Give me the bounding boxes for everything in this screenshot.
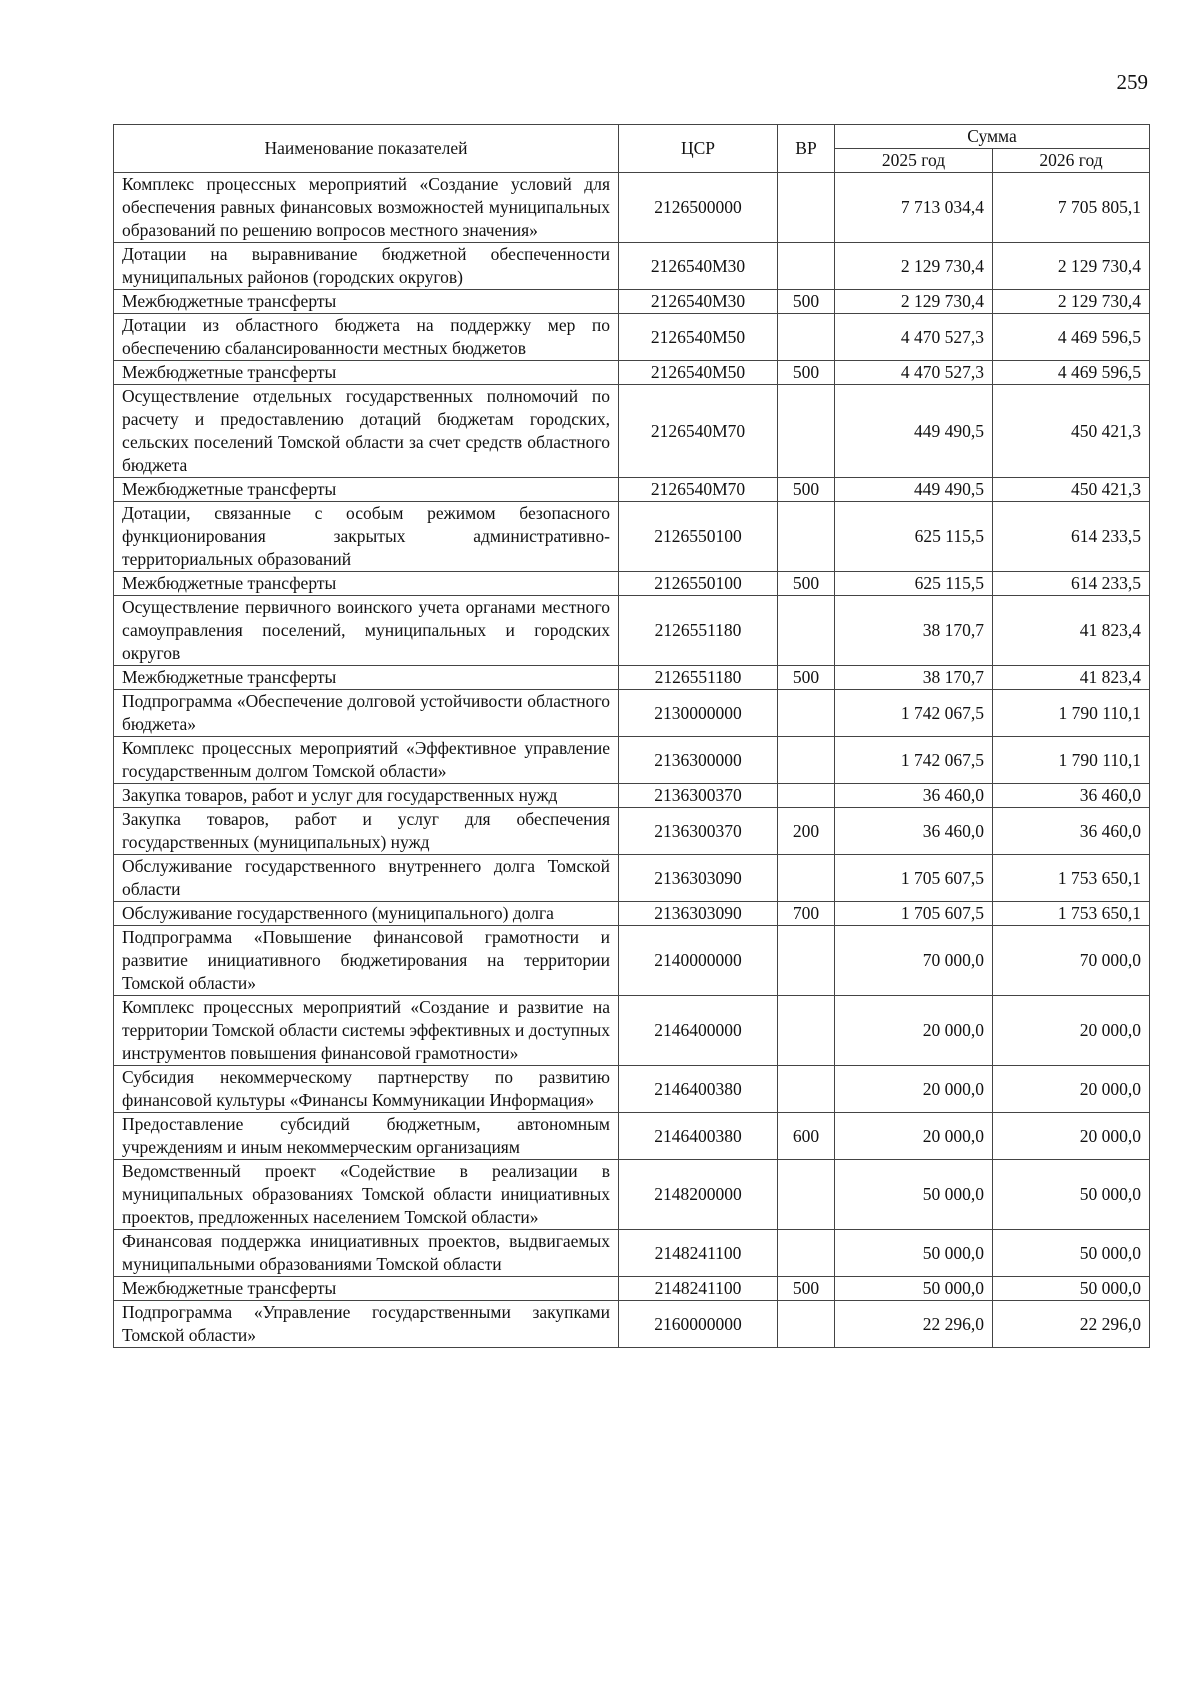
cell-2025: 38 170,7: [835, 596, 993, 666]
cell-name: Обслуживание государственного (муниципального) долга: [114, 902, 619, 926]
table-body: [114, 173, 1150, 1348]
cell-name: Межбюджетные трансферты: [114, 478, 619, 502]
cell-2026: 4 469 596,5: [993, 361, 1150, 385]
cell-2025: 36 460,0: [835, 808, 993, 855]
table-row: [114, 808, 1150, 855]
cell-2026: 614 233,5: [993, 502, 1150, 572]
cell-2026: 1 790 110,1: [993, 737, 1150, 784]
cell-vr: [778, 243, 835, 290]
cell-name: Межбюджетные трансферты: [114, 666, 619, 690]
cell-vr: [778, 996, 835, 1066]
cell-vr: [778, 385, 835, 478]
table-row: [114, 314, 1150, 361]
cell-name: Подпрограмма «Управление государственными закупками Томской области»: [114, 1301, 619, 1348]
cell-name: Обслуживание государственного внутреннего долга Томской области: [114, 855, 619, 902]
cell-2026: 41 823,4: [993, 666, 1150, 690]
cell-2026: 20 000,0: [993, 996, 1150, 1066]
cell-csr: 2146400380: [619, 1066, 778, 1113]
cell-name: Дотации на выравнивание бюджетной обеспеченности муниципальных районов (городских округов): [114, 243, 619, 290]
cell-csr: 2136300000: [619, 737, 778, 784]
cell-name: Дотации из областного бюджета на поддержку мер по обеспечению сбалансированности местных бюджетов: [114, 314, 619, 361]
header-name: Наименование показателей: [114, 125, 619, 173]
table-row: [114, 1160, 1150, 1230]
cell-csr: 2126551180: [619, 666, 778, 690]
cell-name: Финансовая поддержка инициативных проектов, выдвигаемых муниципальными образованиями Томской области: [114, 1230, 619, 1277]
header-vr: ВР: [778, 125, 835, 173]
table-row: [114, 1301, 1150, 1348]
cell-vr: 500: [778, 361, 835, 385]
cell-2025: 20 000,0: [835, 996, 993, 1066]
cell-csr: 2126540М50: [619, 361, 778, 385]
cell-name: Межбюджетные трансферты: [114, 1277, 619, 1301]
cell-2026: 1 753 650,1: [993, 855, 1150, 902]
table-row: [114, 902, 1150, 926]
table-row: [114, 1230, 1150, 1277]
cell-2026: 36 460,0: [993, 784, 1150, 808]
cell-csr: 2130000000: [619, 690, 778, 737]
table-row: [114, 572, 1150, 596]
cell-2025: 449 490,5: [835, 385, 993, 478]
table-row: [114, 290, 1150, 314]
cell-csr: 2126550100: [619, 572, 778, 596]
cell-2025: 449 490,5: [835, 478, 993, 502]
cell-csr: 2126540М30: [619, 290, 778, 314]
cell-vr: [778, 690, 835, 737]
budget-table: [113, 124, 1150, 1348]
cell-2025: 2 129 730,4: [835, 290, 993, 314]
cell-csr: 2126540М70: [619, 478, 778, 502]
cell-name: Закупка товаров, работ и услуг для обеспечения государственных (муниципальных) нужд: [114, 808, 619, 855]
header-year-2026: 2026 год: [993, 149, 1150, 173]
cell-2025: 36 460,0: [835, 784, 993, 808]
cell-csr: 2136303090: [619, 855, 778, 902]
table-row: [114, 737, 1150, 784]
page-number: 259: [1116, 70, 1148, 94]
cell-csr: 2140000000: [619, 926, 778, 996]
cell-2026: 614 233,5: [993, 572, 1150, 596]
cell-vr: [778, 737, 835, 784]
cell-vr: [778, 855, 835, 902]
table-row: [114, 385, 1150, 478]
cell-csr: 2136300370: [619, 784, 778, 808]
cell-2025: 20 000,0: [835, 1066, 993, 1113]
cell-2026: 50 000,0: [993, 1160, 1150, 1230]
cell-2025: 20 000,0: [835, 1113, 993, 1160]
cell-2025: 1 742 067,5: [835, 690, 993, 737]
cell-2026: 1 753 650,1: [993, 902, 1150, 926]
cell-vr: 700: [778, 902, 835, 926]
table-row: [114, 1113, 1150, 1160]
cell-2025: 625 115,5: [835, 502, 993, 572]
cell-name: Комплекс процессных мероприятий «Создание условий для обеспечения равных финансовых возможностей муниципальных образований по решению вопросов местного значения»: [114, 173, 619, 243]
cell-name: Ведомственный проект «Содействие в реализации в муниципальных образованиях Томской области инициативных проектов, предложенных населением Томской области»: [114, 1160, 619, 1230]
cell-vr: [778, 596, 835, 666]
table-row: [114, 666, 1150, 690]
cell-name: Субсидия некоммерческому партнерству по развитию финансовой культуры «Финансы Коммуникации Информация»: [114, 1066, 619, 1113]
table-row: [114, 1277, 1150, 1301]
cell-name: Осуществление отдельных государственных полномочий по расчету и предоставлению дотаций бюджетам городских, сельских поселений Томской области за счет средств областного бюджета: [114, 385, 619, 478]
cell-name: Подпрограмма «Повышение финансовой грамотности и развитие инициативного бюджетирования на территории Томской области»: [114, 926, 619, 996]
cell-csr: 2126540М50: [619, 314, 778, 361]
cell-2026: 2 129 730,4: [993, 290, 1150, 314]
cell-name: Межбюджетные трансферты: [114, 361, 619, 385]
cell-vr: 200: [778, 808, 835, 855]
cell-2025: 625 115,5: [835, 572, 993, 596]
cell-vr: 500: [778, 478, 835, 502]
cell-2026: 70 000,0: [993, 926, 1150, 996]
cell-vr: [778, 173, 835, 243]
cell-name: Предоставление субсидий бюджетным, автономным учреждениям и иным некоммерческим организациям: [114, 1113, 619, 1160]
cell-csr: 2148241100: [619, 1277, 778, 1301]
table-row: [114, 926, 1150, 996]
cell-2025: 7 713 034,4: [835, 173, 993, 243]
header-csr: ЦСР: [619, 125, 778, 173]
cell-csr: 2126540М30: [619, 243, 778, 290]
cell-2025: 4 470 527,3: [835, 314, 993, 361]
cell-csr: 2160000000: [619, 1301, 778, 1348]
cell-csr: 2126500000: [619, 173, 778, 243]
table-row: [114, 784, 1150, 808]
cell-vr: [778, 502, 835, 572]
cell-2025: 1 742 067,5: [835, 737, 993, 784]
table-row: [114, 596, 1150, 666]
cell-2026: 4 469 596,5: [993, 314, 1150, 361]
cell-2025: 50 000,0: [835, 1277, 993, 1301]
cell-vr: [778, 784, 835, 808]
table-row: [114, 478, 1150, 502]
table-row: [114, 173, 1150, 243]
cell-csr: 2148241100: [619, 1230, 778, 1277]
cell-name: Дотации, связанные с особым режимом безопасного функционирования закрытых административно-территориальных образований: [114, 502, 619, 572]
cell-2025: 2 129 730,4: [835, 243, 993, 290]
cell-2026: 1 790 110,1: [993, 690, 1150, 737]
cell-2026: 450 421,3: [993, 385, 1150, 478]
cell-vr: [778, 1160, 835, 1230]
table-row: [114, 1066, 1150, 1113]
cell-vr: [778, 926, 835, 996]
cell-vr: [778, 1066, 835, 1113]
table-row: [114, 502, 1150, 572]
cell-2025: 22 296,0: [835, 1301, 993, 1348]
cell-2026: 450 421,3: [993, 478, 1150, 502]
cell-vr: 500: [778, 290, 835, 314]
table-row: [114, 690, 1150, 737]
cell-name: Комплекс процессных мероприятий «Создание и развитие на территории Томской области системы эффективных и доступных инструментов повышения финансовой грамотности»: [114, 996, 619, 1066]
cell-name: Межбюджетные трансферты: [114, 290, 619, 314]
cell-2025: 38 170,7: [835, 666, 993, 690]
cell-2026: 20 000,0: [993, 1066, 1150, 1113]
cell-2025: 50 000,0: [835, 1160, 993, 1230]
cell-2025: 1 705 607,5: [835, 902, 993, 926]
cell-csr: 2136303090: [619, 902, 778, 926]
cell-2025: 1 705 607,5: [835, 855, 993, 902]
cell-2026: 50 000,0: [993, 1277, 1150, 1301]
cell-name: Комплекс процессных мероприятий «Эффективное управление государственным долгом Томской области»: [114, 737, 619, 784]
cell-csr: 2126540М70: [619, 385, 778, 478]
cell-csr: 2126550100: [619, 502, 778, 572]
cell-2026: 36 460,0: [993, 808, 1150, 855]
cell-2026: 41 823,4: [993, 596, 1150, 666]
cell-2025: 70 000,0: [835, 926, 993, 996]
table-row: [114, 243, 1150, 290]
cell-vr: [778, 1230, 835, 1277]
cell-csr: 2146400380: [619, 1113, 778, 1160]
cell-csr: 2136300370: [619, 808, 778, 855]
cell-vr: 600: [778, 1113, 835, 1160]
cell-vr: 500: [778, 572, 835, 596]
cell-vr: [778, 314, 835, 361]
cell-vr: [778, 1301, 835, 1348]
cell-2026: 7 705 805,1: [993, 173, 1150, 243]
cell-2026: 2 129 730,4: [993, 243, 1150, 290]
table-header: [114, 125, 1150, 173]
header-sum: Сумма: [835, 125, 1150, 149]
cell-name: Закупка товаров, работ и услуг для государственных нужд: [114, 784, 619, 808]
cell-csr: 2146400000: [619, 996, 778, 1066]
cell-csr: 2126551180: [619, 596, 778, 666]
cell-vr: 500: [778, 1277, 835, 1301]
table-row: [114, 855, 1150, 902]
table-row: [114, 361, 1150, 385]
cell-vr: 500: [778, 666, 835, 690]
cell-csr: 2148200000: [619, 1160, 778, 1230]
cell-2025: 50 000,0: [835, 1230, 993, 1277]
header-year-2025: 2025 год: [835, 149, 993, 173]
cell-name: Подпрограмма «Обеспечение долговой устойчивости областного бюджета»: [114, 690, 619, 737]
cell-name: Осуществление первичного воинского учета органами местного самоуправления поселений, муниципальных и городских округов: [114, 596, 619, 666]
cell-2026: 20 000,0: [993, 1113, 1150, 1160]
cell-name: Межбюджетные трансферты: [114, 572, 619, 596]
cell-2025: 4 470 527,3: [835, 361, 993, 385]
cell-2026: 50 000,0: [993, 1230, 1150, 1277]
table-row: [114, 996, 1150, 1066]
cell-2026: 22 296,0: [993, 1301, 1150, 1348]
